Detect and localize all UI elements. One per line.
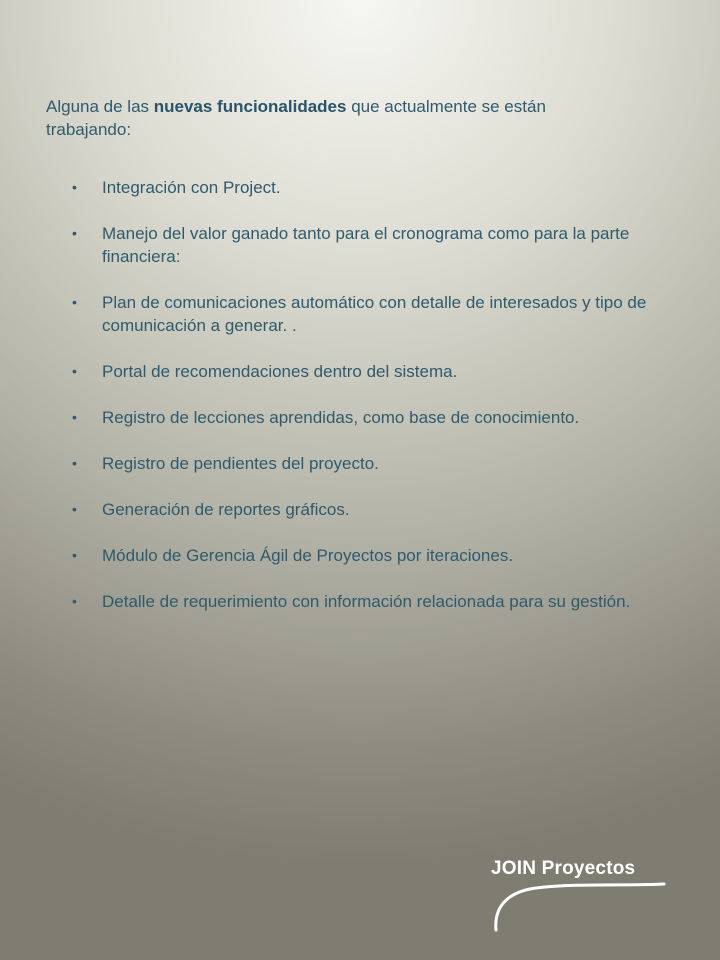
list-item — [70, 406, 650, 429]
list-item — [70, 452, 650, 475]
feature-text: Portal de recomendaciones dentro del sistema. — [102, 362, 458, 381]
bullet-icon: • — [72, 501, 77, 517]
intro-paragraph — [46, 95, 606, 141]
bullet-icon: • — [72, 363, 77, 379]
bullet-icon: • — [72, 455, 77, 471]
list-item — [70, 291, 650, 337]
bullet-icon: • — [72, 225, 77, 241]
feature-text: Manejo del valor ganado tanto para el cronograma como para la parte financiera: — [102, 224, 630, 266]
feature-text: Registro de lecciones aprendidas, como base de conocimiento. — [102, 408, 580, 427]
bullet-icon: • — [72, 593, 77, 609]
features-list — [70, 176, 650, 636]
intro-highlight: nuevas funcionalidades — [153, 97, 347, 116]
bullet-icon: • — [72, 179, 77, 195]
feature-text: Integración con Project. — [102, 178, 281, 197]
bullet-icon: • — [72, 547, 77, 563]
brand-logo-text: JOIN Proyectos — [491, 858, 636, 879]
feature-text: Detalle de requerimiento con información relacionada para su gestión. — [102, 592, 631, 611]
intro-suffix: que actualmente se están trabajando: — [46, 97, 546, 139]
brand-swoosh-icon — [488, 880, 668, 935]
feature-text: Módulo de Gerencia Ágil de Proyectos por iteraciones. — [102, 546, 514, 565]
list-item — [70, 544, 650, 567]
bullet-icon: • — [72, 409, 77, 425]
list-item — [70, 590, 650, 613]
list-item — [70, 222, 650, 268]
list-item — [70, 498, 650, 521]
list-item — [70, 176, 650, 199]
intro-prefix: Alguna de las — [46, 97, 154, 116]
feature-text: Registro de pendientes del proyecto. — [102, 454, 379, 473]
feature-text: Plan de comunicaciones automático con detalle de interesados y tipo de comunicación a generar. . — [102, 293, 647, 335]
feature-text: Generación de reportes gráficos. — [102, 500, 350, 519]
list-item — [70, 360, 650, 383]
bullet-icon: • — [72, 294, 77, 310]
